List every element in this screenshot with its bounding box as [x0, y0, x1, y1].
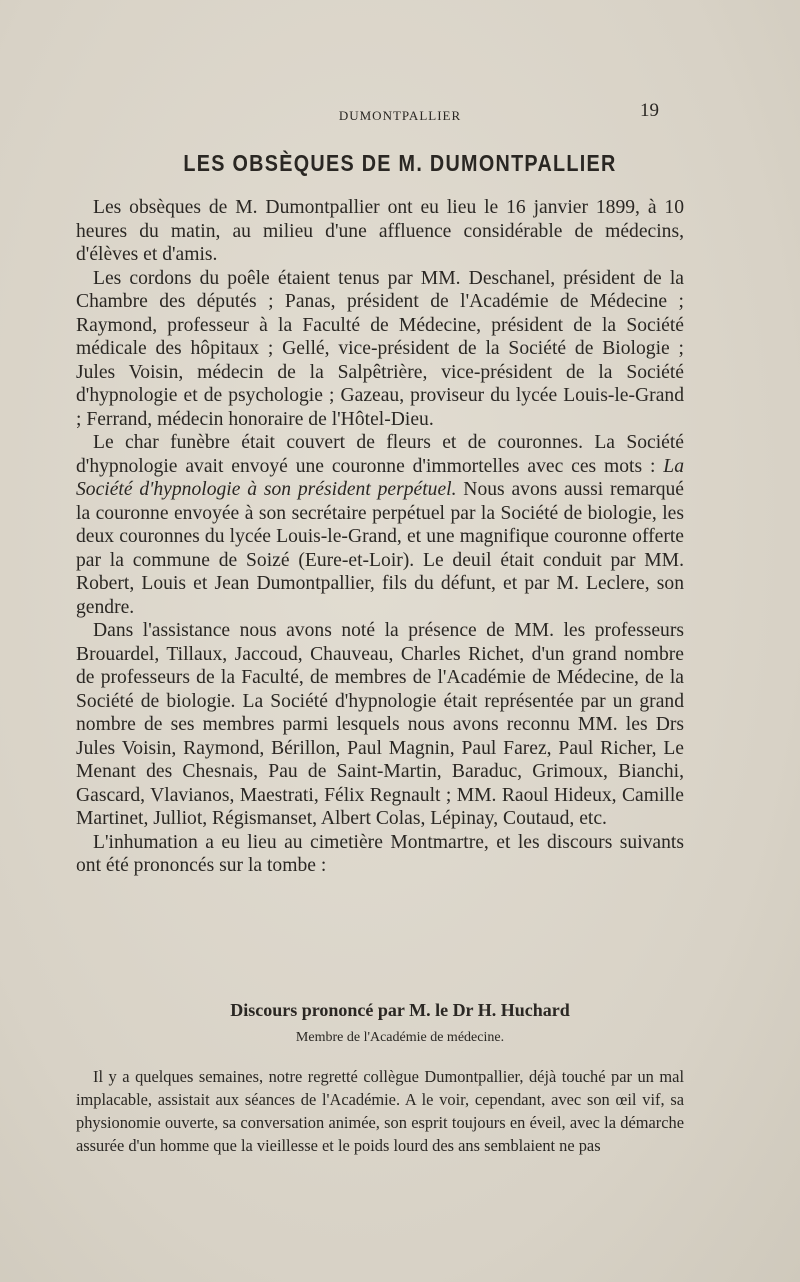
page-number: 19 [640, 100, 659, 121]
paragraph: Les obsèques de M. Dumontpallier ont eu lieu le 16 janvier 1899, à 10 heures du matin, au milieu d'une affluence considérable de médecins, d'élèves et d'amis. [76, 197, 684, 265]
paragraph: Il y a quelques semaines, notre regretté collègue Dumontpallier, déjà touché par un mal implacable, assistait aux séances de l'Académie. A le voir, cependant, avec son œil vif, sa physionomie ouverte, sa conversation animée, son esprit toujours en éveil, avec la démarche assurée d'un homme que la vieillesse et le poids lourd des ans semblaient ne pas [76, 1067, 684, 1155]
running-head: DUMONTPALLIER [338, 108, 462, 123]
paragraph: Les cordons du poêle étaient tenus par MM. Deschanel, président de la Chambre des députés ; Panas, président de l'Académie de Médecine ; Raymond, professeur à la Faculté de Médecine, président de la Société médicale des hôpitaux ; Gellé, vice-président de la Société de Biologie ; Jules Voisin, médecin de la Salpêtrière, vice-président de la Société d'hypnologie et de psychologie ; Gazeau, proviseur du lycée Louis-le-Grand ; Ferrand, médecin honoraire de l'Hôtel-Dieu. [76, 267, 684, 430]
speech-title: Discours prononcé par M. le Dr H. Huchard [230, 1000, 570, 1020]
paragraph-text: Nous avons aussi remarqué la couronne envoyée à son secrétaire perpétuel par la Société de biologie, les deux couronnes du lycée Louis-le-Grand, et une magnifique couronne offerte par la commune de Soizé (Eure-et-Loir). Le deuil était conduit par MM. Robert, Louis et Jean Dumontpallier, fils du défunt, et par M. Leclere, son gendre. [76, 479, 684, 618]
speech-subtitle: Membre de l'Académie de médecine. [295, 1030, 505, 1045]
paragraph-text: Le char funèbre était couvert de fleurs et de couronnes. La Société d'hypnologie avait envoyé une couronne d'immortelles avec ces mots : [76, 432, 684, 477]
article-body [76, 196, 684, 878]
paragraph: Dans l'assistance nous avons noté la présence de MM. les professeurs Brouardel, Tillaux, Jaccoud, Chauveau, Charles Richet, d'un grand nombre de professeurs de la Faculté, de membres de l'Académie de Médecine, de la Société de biologie. La Société d'hypnologie était représentée par un grand nombre de ses membres parmi lesquels nous avons reconnu MM. les Drs Jules Voisin, Raymond, Bérillon, Paul Magnin, Paul Farez, Paul Richer, Le Menant des Chesnais, Pau de Saint-Martin, Baraduc, Grimoux, Bianchi, Gascard, Vlavianos, Maestrati, Félix Regnault ; MM. Raoul Hideux, Camille Martinet, Julliot, Régismanset, Albert Colas, Lépinay, Coutaud, etc. [76, 620, 684, 829]
article-title: LES OBSÈQUES DE M. DUMONTPALLIER [183, 150, 617, 176]
paragraph: L'inhumation a eu lieu au cimetière Montmartre, et les discours suivants ont été prononcés sur la tombe : [76, 831, 684, 876]
paragraph [76, 431, 684, 619]
wreath-inscription: La Société d'hypnologie à son président perpétuel. [76, 455, 684, 500]
speech-body [76, 1065, 684, 1157]
